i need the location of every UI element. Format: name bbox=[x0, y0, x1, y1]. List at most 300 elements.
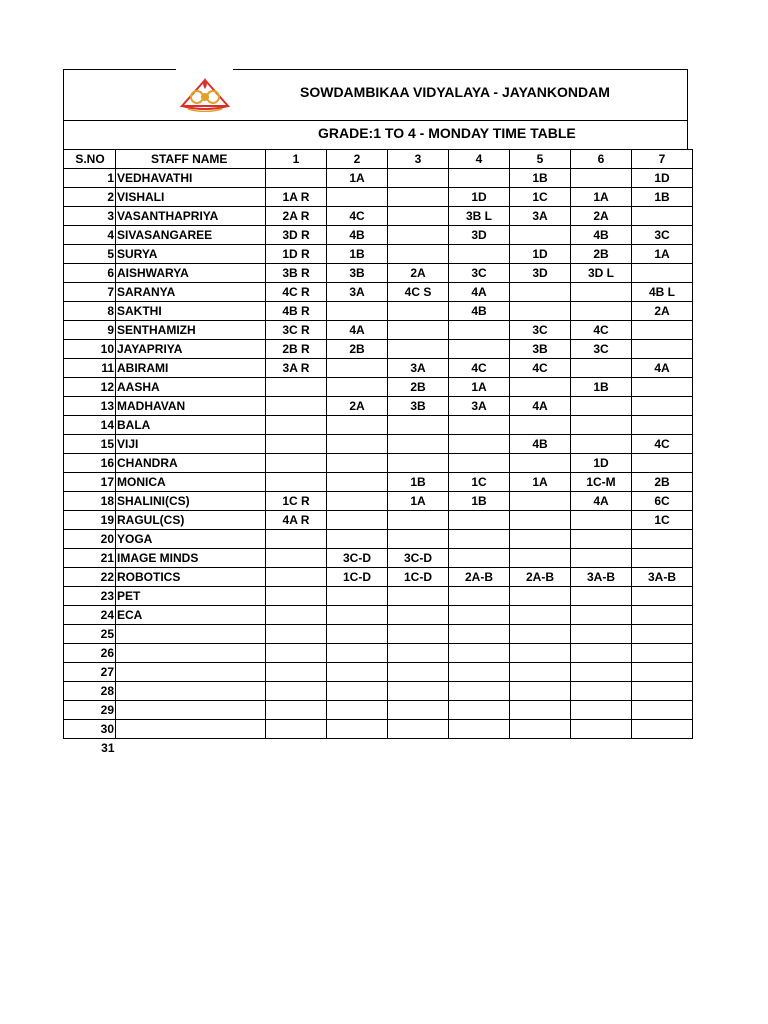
row-sno: 24 bbox=[64, 606, 116, 625]
row-period-5-cell bbox=[510, 226, 571, 245]
row-period-1-cell: 4A R bbox=[266, 511, 327, 530]
table-row bbox=[64, 625, 693, 644]
row-period-6-cell bbox=[571, 435, 632, 454]
row-period-5-cell bbox=[510, 530, 571, 549]
table-row bbox=[64, 473, 693, 492]
row-period-3-cell bbox=[388, 169, 449, 188]
row-staff-name: PET bbox=[116, 587, 266, 606]
row-period-3-cell: 1A bbox=[388, 492, 449, 511]
row-period-3-cell bbox=[388, 625, 449, 644]
table-row bbox=[64, 188, 693, 207]
row-period-6-cell: 4B bbox=[571, 226, 632, 245]
row-period-4-cell bbox=[449, 245, 510, 264]
row-period-6-cell: 4C bbox=[571, 321, 632, 340]
trailing-row bbox=[64, 739, 693, 758]
table-row bbox=[64, 226, 693, 245]
row-sno: 27 bbox=[64, 663, 116, 682]
row-period-3-cell: 2A bbox=[388, 264, 449, 283]
row-period-4-cell: 4A bbox=[449, 283, 510, 302]
row-period-5-cell: 3A bbox=[510, 207, 571, 226]
table-row bbox=[64, 169, 693, 188]
row-period-6-cell bbox=[571, 511, 632, 530]
row-period-4-cell bbox=[449, 644, 510, 663]
row-period-1-cell: 3B R bbox=[266, 264, 327, 283]
row-period-5-cell bbox=[510, 606, 571, 625]
row-period-6-cell: 1A bbox=[571, 188, 632, 207]
row-sno: 25 bbox=[64, 625, 116, 644]
row-period-6-cell bbox=[571, 720, 632, 739]
row-period-6-cell: 2A bbox=[571, 207, 632, 226]
row-period-5-cell: 1D bbox=[510, 245, 571, 264]
column-header-period-4: 4 bbox=[449, 150, 510, 169]
row-sno: 21 bbox=[64, 549, 116, 568]
row-period-7-cell bbox=[632, 587, 693, 606]
row-period-6-cell bbox=[571, 606, 632, 625]
row-period-4-cell: 4C bbox=[449, 359, 510, 378]
table-row bbox=[64, 682, 693, 701]
row-staff-name: AASHA bbox=[116, 378, 266, 397]
row-staff-name: ABIRAMI bbox=[116, 359, 266, 378]
row-period-1-cell bbox=[266, 587, 327, 606]
row-period-6-cell bbox=[571, 663, 632, 682]
row-period-2-cell: 2B bbox=[327, 340, 388, 359]
row-period-4-cell: 3A bbox=[449, 397, 510, 416]
row-period-3-cell bbox=[388, 226, 449, 245]
column-header-period-1: 1 bbox=[266, 150, 327, 169]
row-period-3-cell bbox=[388, 416, 449, 435]
row-period-5-cell bbox=[510, 587, 571, 606]
school-name: SOWDAMBIKAA VIDYALAYA - JAYANKONDAM bbox=[300, 84, 610, 100]
row-staff-name: MADHAVAN bbox=[116, 397, 266, 416]
row-period-5-cell bbox=[510, 283, 571, 302]
row-period-7-cell bbox=[632, 207, 693, 226]
row-period-1-cell bbox=[266, 378, 327, 397]
row-period-3-cell bbox=[388, 245, 449, 264]
row-sno: 31 bbox=[101, 741, 115, 755]
row-period-1-cell bbox=[266, 549, 327, 568]
row-period-1-cell bbox=[266, 473, 327, 492]
row-period-3-cell: 4C S bbox=[388, 283, 449, 302]
row-sno: 6 bbox=[64, 264, 116, 283]
row-period-7-cell bbox=[632, 682, 693, 701]
row-period-7-cell bbox=[632, 321, 693, 340]
row-period-7-cell bbox=[632, 606, 693, 625]
row-sno: 3 bbox=[64, 207, 116, 226]
row-period-1-cell bbox=[266, 397, 327, 416]
row-staff-name: SIVASANGAREE bbox=[116, 226, 266, 245]
row-sno: 15 bbox=[64, 435, 116, 454]
row-period-7-cell bbox=[632, 454, 693, 473]
row-period-2-cell bbox=[327, 302, 388, 321]
row-period-6-cell bbox=[571, 169, 632, 188]
row-period-4-cell: 3C bbox=[449, 264, 510, 283]
table-row bbox=[64, 644, 693, 663]
table-row bbox=[64, 207, 693, 226]
row-staff-name: SENTHAMIZH bbox=[116, 321, 266, 340]
row-sno: 5 bbox=[64, 245, 116, 264]
row-period-3-cell bbox=[388, 207, 449, 226]
row-staff-name: VASANTHAPRIYA bbox=[116, 207, 266, 226]
row-period-2-cell: 4C bbox=[327, 207, 388, 226]
table-row bbox=[64, 302, 693, 321]
row-period-5-cell: 1C bbox=[510, 188, 571, 207]
row-period-5-cell bbox=[510, 682, 571, 701]
table-row bbox=[64, 416, 693, 435]
row-period-7-cell bbox=[632, 264, 693, 283]
row-period-3-cell bbox=[388, 530, 449, 549]
row-period-7-cell bbox=[632, 549, 693, 568]
row-period-6-cell bbox=[571, 682, 632, 701]
row-period-5-cell: 3B bbox=[510, 340, 571, 359]
table-row bbox=[64, 492, 693, 511]
row-period-1-cell: 3C R bbox=[266, 321, 327, 340]
row-period-6-cell bbox=[571, 644, 632, 663]
row-period-5-cell: 2A-B bbox=[510, 568, 571, 587]
row-period-7-cell: 1A bbox=[632, 245, 693, 264]
row-period-6-cell: 1B bbox=[571, 378, 632, 397]
row-period-5-cell: 3C bbox=[510, 321, 571, 340]
row-period-3-cell: 2B bbox=[388, 378, 449, 397]
row-period-4-cell bbox=[449, 720, 510, 739]
row-period-4-cell bbox=[449, 701, 510, 720]
row-period-5-cell bbox=[510, 416, 571, 435]
row-period-1-cell: 1C R bbox=[266, 492, 327, 511]
column-header-period-2: 2 bbox=[327, 150, 388, 169]
row-staff-name: ECA bbox=[116, 606, 266, 625]
row-period-1-cell: 2B R bbox=[266, 340, 327, 359]
table-row bbox=[64, 663, 693, 682]
row-period-2-cell: 4A bbox=[327, 321, 388, 340]
table-row bbox=[64, 549, 693, 568]
row-sno: 19 bbox=[64, 511, 116, 530]
row-period-4-cell bbox=[449, 454, 510, 473]
row-period-4-cell bbox=[449, 416, 510, 435]
empty-cell bbox=[116, 739, 266, 758]
row-period-7-cell bbox=[632, 530, 693, 549]
row-period-4-cell bbox=[449, 587, 510, 606]
column-header-period-3: 3 bbox=[388, 150, 449, 169]
row-period-1-cell: 4C R bbox=[266, 283, 327, 302]
row-period-4-cell bbox=[449, 321, 510, 340]
row-staff-name: VIJI bbox=[116, 435, 266, 454]
table-row bbox=[64, 397, 693, 416]
row-period-7-cell: 6C bbox=[632, 492, 693, 511]
column-header-sno: S.NO bbox=[64, 150, 116, 169]
row-period-1-cell bbox=[266, 606, 327, 625]
table-row bbox=[64, 378, 693, 397]
row-period-6-cell: 1C-M bbox=[571, 473, 632, 492]
row-period-2-cell bbox=[327, 682, 388, 701]
row-period-7-cell: 1D bbox=[632, 169, 693, 188]
table-row bbox=[64, 245, 693, 264]
row-period-4-cell: 1D bbox=[449, 188, 510, 207]
row-period-6-cell bbox=[571, 701, 632, 720]
row-sno: 20 bbox=[64, 530, 116, 549]
row-staff-name: YOGA bbox=[116, 530, 266, 549]
row-period-1-cell bbox=[266, 644, 327, 663]
row-period-6-cell: 2B bbox=[571, 245, 632, 264]
row-period-2-cell: 3A bbox=[327, 283, 388, 302]
row-sno: 26 bbox=[64, 644, 116, 663]
row-staff-name: SHALINI(CS) bbox=[116, 492, 266, 511]
row-staff-name: AISHWARYA bbox=[116, 264, 266, 283]
row-period-6-cell bbox=[571, 359, 632, 378]
row-period-1-cell bbox=[266, 435, 327, 454]
row-period-4-cell: 2A-B bbox=[449, 568, 510, 587]
empty-cell bbox=[327, 739, 388, 758]
row-sno: 12 bbox=[64, 378, 116, 397]
row-period-6-cell: 1D bbox=[571, 454, 632, 473]
row-staff-name bbox=[116, 701, 266, 720]
row-staff-name: CHANDRA bbox=[116, 454, 266, 473]
row-sno: 11 bbox=[64, 359, 116, 378]
row-period-3-cell bbox=[388, 701, 449, 720]
row-period-1-cell bbox=[266, 568, 327, 587]
row-period-7-cell: 1B bbox=[632, 188, 693, 207]
row-period-2-cell: 4B bbox=[327, 226, 388, 245]
row-period-6-cell bbox=[571, 549, 632, 568]
row-period-5-cell: 3D bbox=[510, 264, 571, 283]
row-period-1-cell: 4B R bbox=[266, 302, 327, 321]
row-sno: 23 bbox=[64, 587, 116, 606]
row-period-4-cell bbox=[449, 435, 510, 454]
row-period-7-cell: 4A bbox=[632, 359, 693, 378]
row-period-3-cell bbox=[388, 682, 449, 701]
row-period-7-cell bbox=[632, 378, 693, 397]
row-period-4-cell bbox=[449, 606, 510, 625]
table-row bbox=[64, 568, 693, 587]
row-staff-name: JAYAPRIYA bbox=[116, 340, 266, 359]
row-period-2-cell: 1A bbox=[327, 169, 388, 188]
row-period-2-cell bbox=[327, 530, 388, 549]
school-logo-icon bbox=[178, 76, 232, 112]
row-sno: 22 bbox=[64, 568, 116, 587]
row-period-5-cell bbox=[510, 378, 571, 397]
row-period-3-cell bbox=[388, 454, 449, 473]
row-period-7-cell bbox=[632, 416, 693, 435]
row-period-2-cell bbox=[327, 625, 388, 644]
row-period-7-cell bbox=[632, 625, 693, 644]
row-period-4-cell: 1B bbox=[449, 492, 510, 511]
timetable-title: GRADE:1 TO 4 - MONDAY TIME TABLE bbox=[318, 125, 576, 141]
row-period-5-cell bbox=[510, 454, 571, 473]
row-period-3-cell bbox=[388, 340, 449, 359]
table-row bbox=[64, 359, 693, 378]
row-period-3-cell bbox=[388, 587, 449, 606]
column-header-row bbox=[64, 150, 693, 169]
row-period-7-cell bbox=[632, 340, 693, 359]
row-period-2-cell bbox=[327, 606, 388, 625]
row-period-6-cell bbox=[571, 302, 632, 321]
table-row bbox=[64, 701, 693, 720]
row-sno: 1 bbox=[64, 169, 116, 188]
row-period-1-cell bbox=[266, 720, 327, 739]
row-period-5-cell: 1A bbox=[510, 473, 571, 492]
row-sno: 7 bbox=[64, 283, 116, 302]
row-period-4-cell: 1A bbox=[449, 378, 510, 397]
table-row bbox=[64, 435, 693, 454]
row-period-1-cell: 1A R bbox=[266, 188, 327, 207]
empty-cell bbox=[510, 739, 571, 758]
row-period-2-cell bbox=[327, 473, 388, 492]
row-staff-name: IMAGE MINDS bbox=[116, 549, 266, 568]
column-header-period-7: 7 bbox=[632, 150, 693, 169]
row-period-1-cell bbox=[266, 416, 327, 435]
row-period-2-cell: 1B bbox=[327, 245, 388, 264]
empty-cell bbox=[632, 739, 693, 758]
row-period-4-cell bbox=[449, 663, 510, 682]
row-staff-name bbox=[116, 625, 266, 644]
row-period-4-cell bbox=[449, 682, 510, 701]
row-period-1-cell: 1D R bbox=[266, 245, 327, 264]
row-period-6-cell bbox=[571, 397, 632, 416]
row-period-1-cell bbox=[266, 169, 327, 188]
row-period-2-cell bbox=[327, 492, 388, 511]
row-staff-name: SARANYA bbox=[116, 283, 266, 302]
row-period-6-cell bbox=[571, 416, 632, 435]
row-period-2-cell bbox=[327, 359, 388, 378]
column-header-staff-name: STAFF NAME bbox=[116, 150, 266, 169]
row-period-7-cell bbox=[632, 397, 693, 416]
row-period-3-cell bbox=[388, 321, 449, 340]
timetable-body bbox=[64, 150, 693, 758]
row-period-6-cell: 3C bbox=[571, 340, 632, 359]
row-period-1-cell: 2A R bbox=[266, 207, 327, 226]
row-period-1-cell: 3A R bbox=[266, 359, 327, 378]
row-period-7-cell: 3C bbox=[632, 226, 693, 245]
row-sno: 17 bbox=[64, 473, 116, 492]
row-period-5-cell bbox=[510, 644, 571, 663]
row-period-2-cell bbox=[327, 720, 388, 739]
row-period-4-cell bbox=[449, 511, 510, 530]
row-sno: 8 bbox=[64, 302, 116, 321]
row-period-7-cell: 2B bbox=[632, 473, 693, 492]
row-period-7-cell bbox=[632, 701, 693, 720]
row-period-2-cell bbox=[327, 188, 388, 207]
row-period-6-cell bbox=[571, 587, 632, 606]
row-period-5-cell: 4A bbox=[510, 397, 571, 416]
table-row bbox=[64, 454, 693, 473]
row-period-3-cell: 1C-D bbox=[388, 568, 449, 587]
row-period-5-cell bbox=[510, 549, 571, 568]
row-sno: 13 bbox=[64, 397, 116, 416]
row-period-5-cell: 1B bbox=[510, 169, 571, 188]
table-row bbox=[64, 606, 693, 625]
row-period-3-cell bbox=[388, 511, 449, 530]
row-staff-name bbox=[116, 644, 266, 663]
row-period-6-cell: 4A bbox=[571, 492, 632, 511]
row-sno: 30 bbox=[64, 720, 116, 739]
row-period-1-cell: 3D R bbox=[266, 226, 327, 245]
row-period-2-cell: 3C-D bbox=[327, 549, 388, 568]
row-period-3-cell bbox=[388, 606, 449, 625]
row-sno: 18 bbox=[64, 492, 116, 511]
row-period-7-cell bbox=[632, 720, 693, 739]
row-period-2-cell bbox=[327, 663, 388, 682]
row-period-1-cell bbox=[266, 701, 327, 720]
row-period-6-cell bbox=[571, 283, 632, 302]
row-period-4-cell bbox=[449, 169, 510, 188]
row-staff-name: MONICA bbox=[116, 473, 266, 492]
row-period-4-cell bbox=[449, 340, 510, 359]
row-period-2-cell bbox=[327, 511, 388, 530]
row-staff-name: BALA bbox=[116, 416, 266, 435]
row-staff-name bbox=[116, 720, 266, 739]
row-period-3-cell bbox=[388, 302, 449, 321]
row-period-3-cell: 1B bbox=[388, 473, 449, 492]
table-row bbox=[64, 587, 693, 606]
row-period-7-cell: 2A bbox=[632, 302, 693, 321]
row-period-3-cell bbox=[388, 644, 449, 663]
row-period-2-cell bbox=[327, 701, 388, 720]
row-staff-name: ROBOTICS bbox=[116, 568, 266, 587]
row-period-2-cell bbox=[327, 644, 388, 663]
row-period-4-cell: 4B bbox=[449, 302, 510, 321]
row-period-4-cell bbox=[449, 530, 510, 549]
row-period-2-cell bbox=[327, 416, 388, 435]
row-period-5-cell bbox=[510, 492, 571, 511]
row-period-3-cell bbox=[388, 720, 449, 739]
row-period-7-cell: 1C bbox=[632, 511, 693, 530]
table-row bbox=[64, 283, 693, 302]
row-period-2-cell: 1C-D bbox=[327, 568, 388, 587]
row-period-4-cell: 3B L bbox=[449, 207, 510, 226]
column-header-period-6: 6 bbox=[571, 150, 632, 169]
row-period-5-cell bbox=[510, 720, 571, 739]
row-period-5-cell bbox=[510, 663, 571, 682]
row-period-4-cell bbox=[449, 625, 510, 644]
row-period-7-cell: 4B L bbox=[632, 283, 693, 302]
row-sno: 9 bbox=[64, 321, 116, 340]
row-sno: 14 bbox=[64, 416, 116, 435]
row-staff-name: VEDHAVATHI bbox=[116, 169, 266, 188]
row-sno: 4 bbox=[64, 226, 116, 245]
row-period-3-cell bbox=[388, 188, 449, 207]
empty-cell bbox=[571, 739, 632, 758]
row-period-2-cell bbox=[327, 587, 388, 606]
row-staff-name bbox=[116, 682, 266, 701]
row-staff-name bbox=[116, 663, 266, 682]
row-staff-name: SURYA bbox=[116, 245, 266, 264]
empty-cell bbox=[449, 739, 510, 758]
row-period-5-cell: 4C bbox=[510, 359, 571, 378]
row-staff-name: RAGUL(CS) bbox=[116, 511, 266, 530]
row-period-3-cell bbox=[388, 435, 449, 454]
table-row bbox=[64, 340, 693, 359]
row-period-1-cell bbox=[266, 682, 327, 701]
row-period-6-cell bbox=[571, 625, 632, 644]
row-sno: 16 bbox=[64, 454, 116, 473]
row-period-7-cell bbox=[632, 644, 693, 663]
row-period-7-cell: 4C bbox=[632, 435, 693, 454]
row-period-5-cell bbox=[510, 701, 571, 720]
row-period-6-cell: 3D L bbox=[571, 264, 632, 283]
row-period-2-cell bbox=[327, 435, 388, 454]
timetable-grid bbox=[63, 149, 693, 757]
row-period-5-cell bbox=[510, 625, 571, 644]
table-row bbox=[64, 530, 693, 549]
empty-cell bbox=[388, 739, 449, 758]
row-sno: 29 bbox=[64, 701, 116, 720]
row-staff-name: VISHALI bbox=[116, 188, 266, 207]
row-period-7-cell: 3A-B bbox=[632, 568, 693, 587]
row-sno: 28 bbox=[64, 682, 116, 701]
row-period-7-cell bbox=[632, 663, 693, 682]
header-divider bbox=[63, 120, 688, 121]
row-staff-name: SAKTHI bbox=[116, 302, 266, 321]
row-period-5-cell bbox=[510, 511, 571, 530]
row-period-6-cell: 3A-B bbox=[571, 568, 632, 587]
